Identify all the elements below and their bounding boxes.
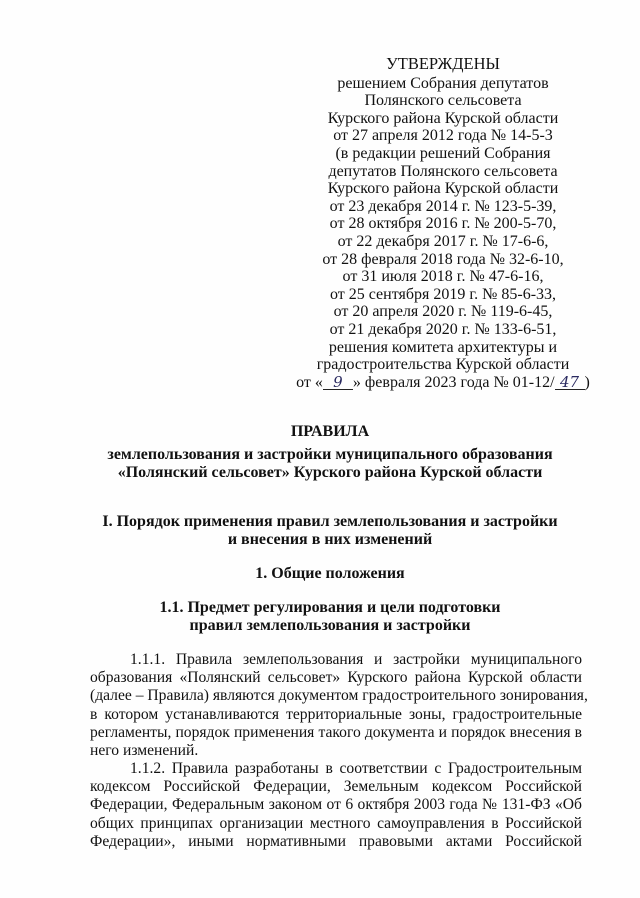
approval-line: решения комитета архитектуры и	[328, 338, 558, 356]
approval-line: от 21 декабря 2020 г. № 133-6-51,	[329, 320, 557, 338]
paragraph-line: него изменений.	[90, 742, 199, 760]
approval-line: от 28 октября 2016 г. № 200-5-70,	[329, 215, 557, 233]
subsection-heading-line: правил землепользования и застройки	[189, 617, 471, 634]
handwritten-number: 47	[555, 375, 585, 390]
chapter-title: 1. Общие положения	[255, 565, 405, 582]
section-heading-line: I. Порядок применения правил землепользования и застройки	[102, 513, 558, 530]
approval-line: Курского района Курской области	[327, 180, 559, 198]
paragraph-line: кодексом Российской Федерации, Земельным кодексом Российской	[90, 778, 582, 796]
approval-date-middle: » февраля 2023 года № 01-12/	[352, 373, 555, 391]
subsection-heading-line: 1.1. Предмет регулирования и цели подготовки	[159, 599, 501, 616]
approval-line: от 31 июля 2018 г. № 47-6-16,	[342, 268, 544, 286]
approval-line: (в редакции решений Собрания	[335, 144, 551, 162]
approval-line: от 22 декабря 2017 г. № 17-6-6,	[337, 232, 549, 250]
paragraph-line: регламенты, порядок применения такого документа и порядок внесения в	[90, 723, 582, 741]
paragraph-1-1-2	[90, 760, 582, 851]
paragraph-line: образования «Полянский сельсовет» Курского района Курской области	[90, 669, 582, 687]
handwritten-day: 9	[323, 375, 353, 390]
approval-line: от 20 апреля 2020 г. № 119-6-45,	[333, 303, 553, 321]
chapter-heading	[60, 565, 600, 583]
paragraph-line: Федерации», иными нормативными правовыми актами Российской	[90, 832, 582, 850]
paragraph-line: Федерации, Федеральным законом от 6 октября 2003 года № 131-ФЗ «Об	[90, 796, 582, 814]
document-title	[60, 423, 600, 482]
approval-date-line	[286, 374, 600, 392]
approval-line: от 23 декабря 2014 г. № 123-5-39,	[329, 197, 557, 215]
subsection-heading	[60, 599, 600, 635]
approval-line: депутатов Полянского сельсовета	[328, 162, 558, 180]
paragraph-line: общих принципах организации местного самоуправления в Российской	[90, 814, 582, 832]
document-title-line: землепользования и застройки муниципального образования	[107, 446, 553, 463]
paragraph-line: 1.1.2. Правила разработаны в соответствии с Градостроительным	[130, 760, 582, 777]
paragraph-line: в котором устанавливаются территориальные зоны, градостроительные	[90, 705, 582, 723]
approval-line: решением Собрания депутатов	[337, 74, 549, 92]
document-title-line: «Полянский сельсовет» Курского района Курской области	[117, 464, 543, 481]
approval-line: Курского района Курской области	[327, 109, 559, 127]
document-heading: ПРАВИЛА	[290, 423, 370, 440]
section-heading	[60, 513, 600, 549]
approval-line: градостроительства Курской области	[316, 356, 570, 374]
approval-title: УТВЕРЖДЕНЫ	[386, 54, 500, 73]
approval-line: Полянского сельсовета	[364, 92, 522, 110]
paragraph-line: 1.1.1. Правила землепользования и застройки муниципального	[130, 651, 582, 668]
paragraph-1-1-1	[90, 651, 588, 760]
section-heading-line: и внесения в них изменений	[227, 531, 433, 548]
approval-block	[286, 55, 600, 391]
approval-line: от 28 февраля 2018 года № 32-6-10,	[322, 250, 564, 268]
approval-line: от 27 апреля 2012 года № 14-5-3	[333, 127, 553, 145]
approval-date-prefix: от «	[296, 373, 323, 391]
approval-line: от 25 сентября 2019 г. № 85-6-33,	[329, 285, 557, 303]
paragraph-line: (далее – Правила) являются документом градостроительного зонирования,	[90, 687, 588, 705]
approval-date-suffix: )	[584, 373, 590, 391]
